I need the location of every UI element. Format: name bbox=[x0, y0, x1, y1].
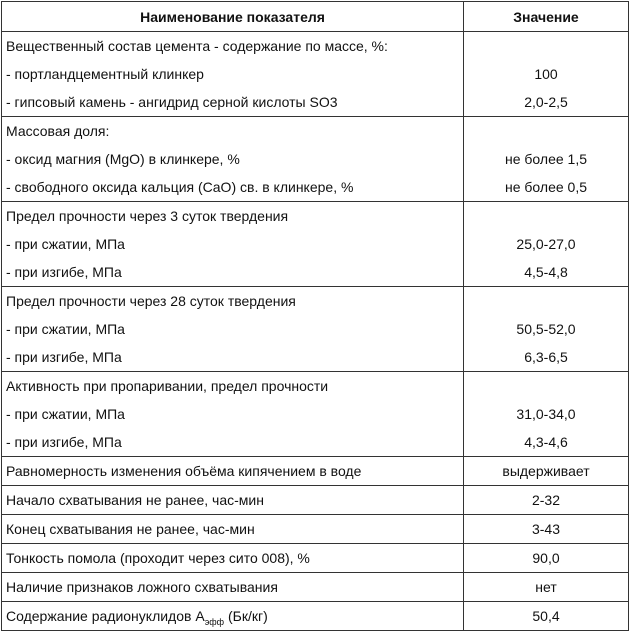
row-name: Предел прочности через 3 суток твердения bbox=[2, 202, 464, 231]
row-value: 2-32 bbox=[464, 486, 629, 515]
table-row bbox=[2, 287, 629, 316]
table-row bbox=[2, 88, 629, 117]
row-value: 4,5-4,8 bbox=[464, 258, 629, 287]
cement-properties-table bbox=[1, 1, 629, 631]
table-row bbox=[2, 515, 629, 544]
row-name: - при изгибе, МПа bbox=[2, 343, 464, 372]
row-name: Равномерность изменения объёма кипячением в воде bbox=[2, 457, 464, 486]
row-name: Конец схватывания не ранее, час-мин bbox=[2, 515, 464, 544]
row-name: - при сжатии, МПа bbox=[2, 230, 464, 258]
row-value: 3-43 bbox=[464, 515, 629, 544]
row-name-prefix: Содержание радионуклидов А bbox=[6, 608, 205, 624]
row-name: Тонкость помола (проходит через сито 008), % bbox=[2, 544, 464, 573]
row-name: - гипсовый камень - ангидрид серной кислоты SO3 bbox=[2, 88, 464, 117]
table-row bbox=[2, 602, 629, 631]
table-row bbox=[2, 173, 629, 202]
row-value: не более 0,5 bbox=[464, 173, 629, 202]
row-value bbox=[464, 372, 629, 401]
row-name: Наличие признаков ложного схватывания bbox=[2, 573, 464, 602]
row-value: 25,0-27,0 bbox=[464, 230, 629, 258]
table-row bbox=[2, 343, 629, 372]
table-row bbox=[2, 258, 629, 287]
row-value: выдерживает bbox=[464, 457, 629, 486]
header-row bbox=[2, 2, 629, 32]
row-name: Предел прочности через 28 суток твердения bbox=[2, 287, 464, 316]
row-name: - при изгибе, МПа bbox=[2, 428, 464, 457]
row-value: 4,3-4,6 bbox=[464, 428, 629, 457]
row-name: - при изгибе, МПа bbox=[2, 258, 464, 287]
row-name: Вещественный состав цемента - содержание по массе, %: bbox=[2, 32, 464, 61]
row-value bbox=[464, 202, 629, 231]
table-row bbox=[2, 400, 629, 428]
table-row bbox=[2, 230, 629, 258]
table-row bbox=[2, 117, 629, 146]
row-name: - оксид магния (MgO) в клинкере, % bbox=[2, 145, 464, 173]
table-row bbox=[2, 145, 629, 173]
row-value bbox=[464, 287, 629, 316]
row-name: - портландцементный клинкер bbox=[2, 60, 464, 88]
table-row bbox=[2, 202, 629, 231]
row-name: Начало схватывания не ранее, час-мин bbox=[2, 486, 464, 515]
table-row bbox=[2, 428, 629, 457]
row-name-subscript: эфф bbox=[204, 616, 225, 627]
row-value: не более 1,5 bbox=[464, 145, 629, 173]
row-name: Массовая доля: bbox=[2, 117, 464, 146]
row-value: 90,0 bbox=[464, 544, 629, 573]
table-row bbox=[2, 372, 629, 401]
row-value: 50,5-52,0 bbox=[464, 315, 629, 343]
row-value: 50,4 bbox=[464, 602, 629, 631]
table-row bbox=[2, 573, 629, 602]
row-name: - при сжатии, МПа bbox=[2, 400, 464, 428]
row-value bbox=[464, 32, 629, 61]
row-value: 100 bbox=[464, 60, 629, 88]
row-name: - свободного оксида кальция (CaO) св. в клинкере, % bbox=[2, 173, 464, 202]
row-value: 2,0-2,5 bbox=[464, 88, 629, 117]
row-value bbox=[464, 117, 629, 146]
table-row bbox=[2, 32, 629, 61]
row-name: - при сжатии, МПа bbox=[2, 315, 464, 343]
table-row bbox=[2, 457, 629, 486]
row-value: нет bbox=[464, 573, 629, 602]
header-name: Наименование показателя bbox=[2, 2, 464, 32]
table-row bbox=[2, 544, 629, 573]
table-row bbox=[2, 486, 629, 515]
row-value: 31,0-34,0 bbox=[464, 400, 629, 428]
table-row bbox=[2, 60, 629, 88]
row-value: 6,3-6,5 bbox=[464, 343, 629, 372]
table-row bbox=[2, 315, 629, 343]
row-name: Активность при пропаривании, предел прочности bbox=[2, 372, 464, 401]
row-name-suffix: (Бк/кг) bbox=[224, 608, 268, 624]
row-name bbox=[2, 602, 464, 631]
header-value: Значение bbox=[464, 2, 629, 32]
